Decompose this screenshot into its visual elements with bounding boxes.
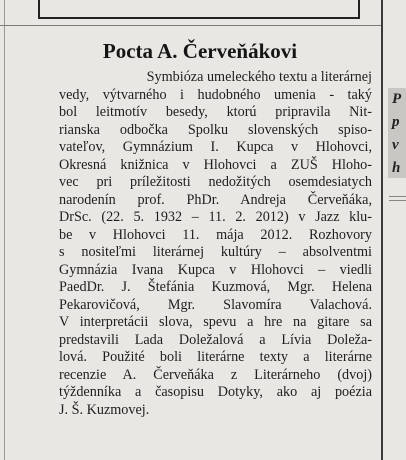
article-line: Okresná knižnica v Hlohovci a ZUŠ Hloho- [59, 156, 372, 173]
article-line: recenzie A. Červeňáka z Literárneho (dvoj) [59, 366, 372, 383]
article-line: predstavili Lada Doležalová a Lívia Doleža- [59, 331, 372, 348]
neighbor-rule [389, 196, 406, 197]
article-line: J. Š. Kuzmovej. [59, 401, 150, 418]
article-body [59, 69, 372, 419]
article-line: týždenníka a časopisu Dotyky, ako aj poézia [59, 384, 372, 400]
article-line: lová. Použité boli literárne texty a literárne [59, 349, 372, 365]
previous-article-box [38, 0, 360, 19]
neighbor-letter: p [392, 114, 400, 130]
neighbor-column-fragment [388, 88, 406, 178]
article-line: narodenín prof. PhDr. Andreja Červeňáka, [59, 191, 372, 208]
article-line: Pekarovičová, Mgr. Slavomíra Valachová. [59, 296, 372, 313]
article-line: be v Hlohovci 11. mája 2012. Rozhovory [59, 226, 372, 243]
article-line: Gymnázia Ivana Kupca v Hlohovci – viedli [59, 261, 372, 278]
article-line: Symbióza umeleckého textu a literárnej [146, 69, 372, 85]
article-title: Pocta A. Červeňákovi [102, 39, 298, 63]
article-line: rianska odbočka Spolku slovenských spiso- [59, 121, 372, 138]
neighbor-letter: P [392, 91, 402, 107]
article-line: PaedDr. J. Štefánia Kuzmová, Mgr. Helena [59, 279, 372, 295]
article-line: vateľov, Gymnázium I. Kupca v Hlohovci, [59, 139, 372, 155]
article-line: vec pri príležitosti nedožitých osemdesiatych [59, 174, 372, 190]
top-separator-rule [0, 25, 382, 26]
article-line: s nositeľmi literárnej kultúry – absolventmi [59, 244, 372, 260]
left-column-rule [4, 0, 5, 460]
neighbor-rule [389, 200, 406, 201]
article-line: bol leitmotív besedy, ktorú pripravila Nit- [59, 104, 372, 120]
article-line: V interpretácii slova, spevu a hre na gitare sa [59, 314, 372, 330]
column-divider [381, 0, 383, 460]
neighbor-letter: v [392, 137, 399, 153]
article-line: DrSc. (22. 5. 1932 – 11. 2. 2012) v Jazz klu- [59, 209, 372, 225]
article-line: vedy, výtvarného i hudobného umenia - taký [59, 86, 372, 103]
neighbor-letter: h [392, 160, 401, 176]
